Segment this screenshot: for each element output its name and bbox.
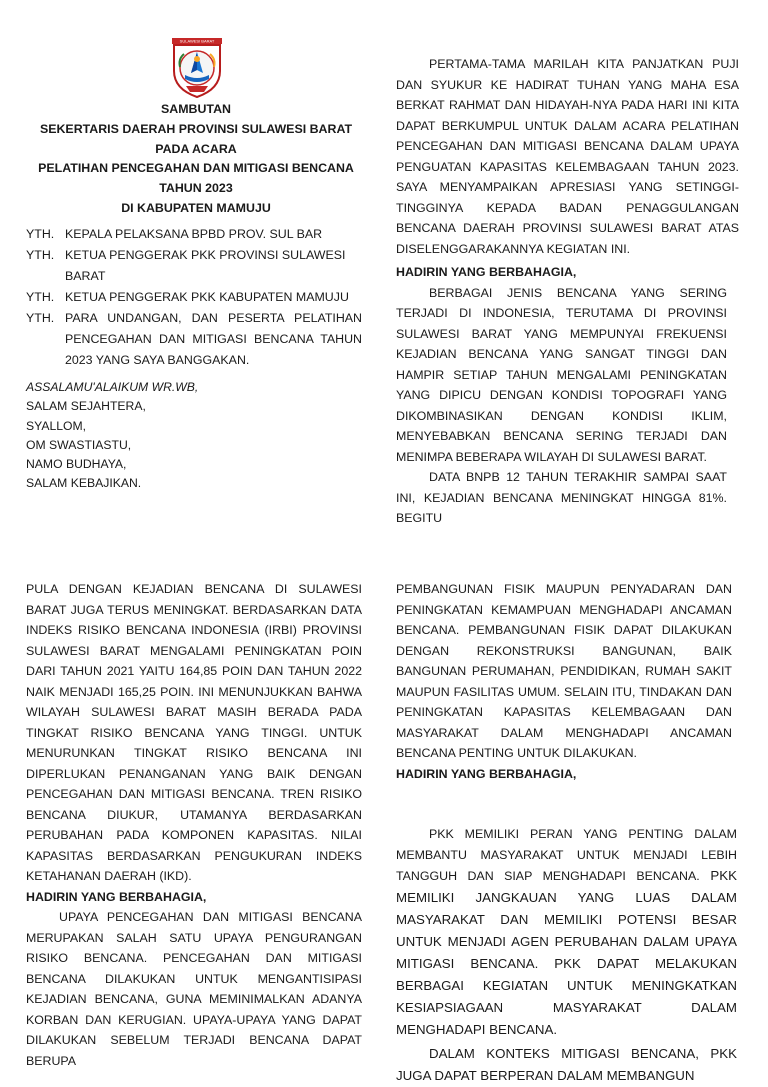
section-heading: HADIRIN YANG BERBAHAGIA,: [26, 889, 207, 904]
section-heading: HADIRIN YANG BERBAHAGIA,: [396, 766, 577, 781]
body-paragraph: DALAM KONTEKS MITIGASI BENCANA, PKK JUGA DAPAT BERPERAN DALAM MEMBANGUN: [396, 1046, 737, 1083]
addressee-list: [26, 224, 362, 371]
addressee-item: [26, 245, 362, 287]
title-event-name: PELATIHAN PENCEGAHAN DAN MITIGASI BENCANA: [38, 161, 354, 176]
greeting-assalamualaikum: ASSALAMU'ALAIKUM WR.WB,: [26, 380, 199, 394]
addressee-tag: YTH.: [26, 248, 55, 262]
opening-paragraph: [396, 54, 739, 259]
greetings-block: [26, 378, 362, 494]
section-heading: HADIRIN YANG BERBAHAGIA,: [396, 265, 577, 279]
body-paragraph: DATA BNPB 12 TAHUN TERAKHIR SAMPAI SAAT INI, KEJADIAN BENCANA MENINGKAT HINGGA 81%. BEGITU: [396, 470, 727, 525]
greeting-syallom: SYALLOM,: [26, 418, 87, 433]
title-location: DI KABUPATEN MAMUJU: [121, 200, 271, 215]
title-event-intro: PADA ACARA: [155, 141, 237, 156]
greeting-om-swastiastu: OM SWASTIASTU,: [26, 437, 132, 452]
right-top-section: [396, 262, 727, 529]
addressee-tag: YTH.: [26, 311, 55, 325]
greeting-namo-budhaya: NAMO BUDHAYA,: [26, 457, 127, 472]
body-paragraph: PEMBANGUNAN FISIK MAUPUN PENYADARAN DAN PENINGKATAN KEMAMPUAN MENGHADAPI ANCAMAN BENCANA. PEMBANGUNAN FISIK DAPAT DILAKUKAN DENGAN REKONSTRUKSI BANGUNAN, BAIK BANGUNAN PERUMAHAN, PENDIDIKAN, RUMAH SAKIT MAUPUN FASILITAS UMUM. SELAIN ITU, TINDAKAN DAN PENINGKATAN KAPASITAS KELEMBAGAAN DAN MASYARAKAT DALAM MENGHADAPI ANCAMAN BENCANA PENTING UNTUK DILAKUKAN.: [396, 582, 732, 760]
sulbar-emblem-logo: [166, 37, 228, 99]
addressee-text: KETUA PENGGERAK PKK KABUPATEN MAMUJU: [65, 290, 349, 304]
addressee-text: KETUA PENGGERAK PKK PROVINSI SULAWESI BARAT: [65, 248, 346, 283]
title-official: SEKERTARIS DAERAH PROVINSI SULAWESI BARAT: [39, 121, 353, 136]
addressee-text: KEPALA PELAKSANA BPBD PROV. SUL BAR: [65, 227, 323, 241]
addressee-tag: YTH.: [26, 227, 55, 241]
greeting-salam-sejahtera: SALAM SEJAHTERA,: [26, 399, 146, 414]
pkk-section: [396, 824, 737, 1087]
addressee-item: [26, 287, 362, 308]
pkk-paragraph-part1: PKK MEMILIKI PERAN YANG PENTING DALAM MEMBANTU MASYARAKAT UNTUK MENJADI LEBIH TANGGUH DAN SIAP MENGHADAPI BENCANA.: [396, 827, 737, 883]
addressee-item: [26, 224, 362, 245]
speech-title-block: [26, 100, 366, 219]
pkk-paragraph-part2: PKK MEMILIKI JANGKAUAN YANG LUAS DALAM MASYARAKAT DAN MEMILIKI POTENSI BESAR UNTUK MENJADI AGEN PERUBAHAN DALAM UPAYA MITIGASI BENCANA. PKK DAPAT MELAKUKAN BERBAGAI KEGIATAN UNTUK MENINGKATKAN KESIAPSIAGAAN MASYARAKAT DALAM MENGHADAPI BENCANA.: [396, 868, 738, 1037]
logo-banner-text: SULAWESI BARAT: [179, 38, 215, 44]
title-year: TAHUN 2023: [159, 181, 233, 196]
body-paragraph: [396, 824, 737, 1041]
addressee-tag: YTH.: [26, 290, 55, 304]
addressee-item: [26, 308, 362, 371]
right-bottom-section: [396, 579, 732, 784]
body-paragraph: PULA DENGAN KEJADIAN BENCANA DI SULAWESI BARAT JUGA TERUS MENINGKAT. BERDASARKAN DATA INDEKS RISIKO BENCANA INDONESIA (IRBI) PROVINSI SULAWESI BARAT MENGALAMI PENINGKATAN POIN DARI TAHUN 2021 YAITU 164,85 POIN DAN TAHUN 2022 NAIK MENJADI 165,25 POIN. INI MENUNJUKKAN BAHWA WILAYAH SULAWESI BARAT MASIH BERADA PADA TINGKAT RISIKO BENCANA YANG TINGGI. UNTUK MENURUNKAN TINGKAT RISIKO BENCANA INI DIPERLUKAN PENANGANAN YANG BAIK DENGAN PENCEGAHAN DAN MITIGASI BENCANA. TREN RISIKO BENCANA DIUKUR, UTAMANYA BERDASARKAN PERUBAHAN PADA KOMPONEN KAPASITAS. NILAI KAPASITAS BERDASARKAN PENGUKURAN INDEKS KETAHANAN DAERAH (IKD).: [26, 582, 362, 883]
greeting-salam-kebajikan: SALAM KEBAJIKAN.: [26, 476, 142, 491]
addressee-text: PARA UNDANGAN, DAN PESERTA PELATIHAN PENCEGAHAN DAN MITIGASI BENCANA TAHUN 2023 YANG SAYA BANGGAKAN.: [65, 311, 362, 367]
body-paragraph: PERTAMA-TAMA MARILAH KITA PANJATKAN PUJI DAN SYUKUR KE HADIRAT TUHAN YANG MAHA ESA BERKAT RAHMAT DAN HIDAYAH-NYA PADA HARI INI KITA DAPAT BERKUMPUL UNTUK DALAM ACARA PELATIHAN PENCEGAHAN DAN MITIGASI BENCANA DALAM UPAYA PENGUATAN KAPASITAS KELEMBAGAAN TAHUN 2023. SAYA MENYAMPAIKAN APRESIASI YANG SETINGGI-TINGGINYA KEPADA BADAN PENAGGULANGAN BENCANA DAERAH PROVINSI SULAWESI BARAT ATAS DISELENGGARAKANNYA KEGIATAN INI.: [396, 57, 739, 256]
body-paragraph: UPAYA PENCEGAHAN DAN MITIGASI BENCANA MERUPAKAN SALAH SATU UPAYA PENGURANGAN RISIKO BENCANA. PENCEGAHAN DAN MITIGASI BENCANA DILAKUKAN UNTUK MENGANTISIPASI KEJADIAN BENCANA, GUNA MEMINIMALKAN ADANYA KORBAN DAN KERUGIAN. UPAYA-UPAYA YANG DAPAT DILAKUKAN SEBELUM TERJADI BENCANA DAPAT BERUPA: [26, 910, 362, 1068]
body-paragraph: BERBAGAI JENIS BENCANA YANG SERING TERJADI DI INDONESIA, TERUTAMA DI PROVINSI SULAWESI BARAT YANG MEMPUNYAI FREKUENSI KEJADIAN BENCANA YANG SANGAT TINGGI DAN HAMPIR SETIAP TAHUN MENGALAMI PENINGKATAN YANG DIPICU DENGAN KONDISI TOPOGRAFI YANG DIKOMBINASIKAN DENGAN KONDISI IKLIM, MENYEBABKAN BENCANA SERING TERJADI DAN MENIMPA BEBERAPA WILAYAH DI SULAWESI BARAT.: [396, 285, 727, 464]
title-sambutan: SAMBUTAN: [161, 102, 231, 116]
left-bottom-section: [26, 579, 362, 1071]
